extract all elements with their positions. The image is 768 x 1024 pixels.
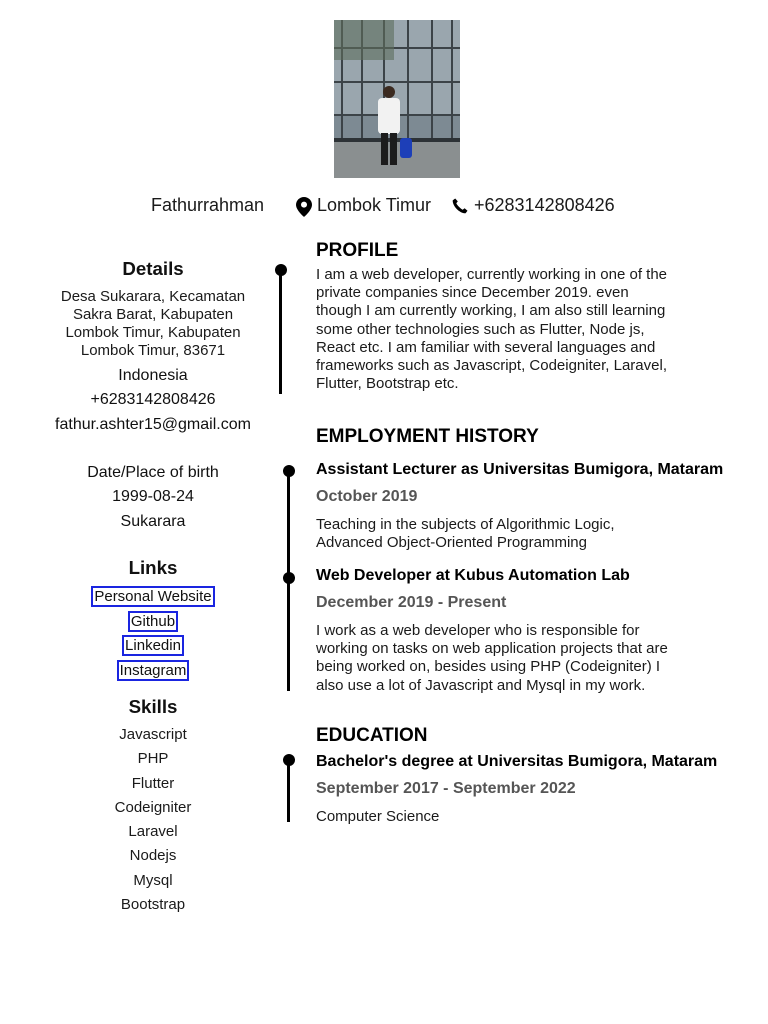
education-date: September 2017 - September 2022 [316, 780, 576, 797]
location-pin-icon [296, 197, 312, 217]
person-name: Fathurrahman [151, 195, 265, 215]
skill-item: Javascript [119, 726, 187, 743]
profile-heading: PROFILE [316, 240, 399, 261]
job-description-line: being worked on, besides using PHP (Codeigniter) I [316, 658, 661, 676]
skill-item: Nodejs [129, 847, 177, 865]
profile-line: React etc. I am familiar with several languages and [316, 338, 656, 356]
degree-title: Bachelor's degree at Universitas Bumigora, Mataram [316, 753, 718, 770]
links-list [38, 586, 268, 684]
job-description-line: Advanced Object-Oriented Programming [316, 534, 587, 552]
job-description [316, 516, 756, 552]
link-github[interactable]: Github [128, 611, 178, 632]
profile-line: private companies since December 2019. even [316, 284, 629, 302]
skill-item: Mysql [133, 871, 173, 889]
place-of-birth: Sukarara [120, 513, 186, 530]
contact-header [0, 195, 768, 219]
skill-item: PHP [137, 750, 169, 768]
job-description [316, 622, 756, 695]
skills-list [38, 726, 268, 920]
education-heading: EDUCATION [316, 725, 428, 746]
address-line: Desa Sukarara, Kecamatan [60, 288, 246, 305]
date-of-birth: 1999-08-24 [112, 488, 194, 505]
address-line: Sakra Barat, Kabupaten [72, 306, 234, 323]
email: fathur.ashter15@gmail.com [55, 416, 251, 433]
profile-line: Flutter, Bootstrap etc. [316, 375, 459, 393]
job-description-line: I work as a web developer who is responsible for [316, 622, 640, 639]
employment-heading: EMPLOYMENT HISTORY [316, 426, 539, 447]
job-title: Web Developer at Kubus Automation Lab [316, 567, 630, 584]
details-heading: Details [122, 258, 184, 279]
profile-text [316, 266, 756, 393]
timeline-bar [287, 576, 290, 691]
phone-icon [452, 198, 468, 214]
timeline-bar [279, 268, 282, 394]
link-instagram[interactable]: Instagram [117, 660, 190, 681]
job-date: December 2019 - Present [316, 594, 507, 611]
skill-item: Codeigniter [114, 798, 192, 816]
skill-item: Laravel [128, 823, 178, 841]
address-line: Lombok Timur, 83671 [80, 342, 226, 359]
address [38, 288, 268, 360]
country: Indonesia [118, 367, 188, 384]
timeline-bar [287, 469, 290, 575]
job-description-line: Teaching in the subjects of Algorithmic Logic, [316, 516, 615, 533]
skill-item: Bootstrap [120, 896, 186, 914]
job-description-line: working on tasks on web application projects that are [316, 640, 668, 658]
address-line: Lombok Timur, Kabupaten [65, 324, 241, 341]
job-title: Assistant Lecturer as Universitas Bumigora, Mataram [316, 461, 724, 478]
field-of-study: Computer Science [316, 808, 440, 825]
profile-line: though I am currently working, I am also still learning [316, 302, 666, 320]
job-date: October 2019 [316, 488, 418, 505]
links-heading: Links [128, 557, 178, 578]
details-phone: +6283142808426 [90, 391, 216, 408]
location-text: Lombok Timur [317, 195, 432, 215]
dob-label: Date/Place of birth [87, 464, 219, 481]
profile-photo [334, 20, 460, 178]
job-description-line: also use a lot of Javascript and Mysql in my work. [316, 676, 646, 694]
skills-heading: Skills [128, 696, 178, 717]
header-phone: +6283142808426 [474, 195, 615, 215]
profile-line: I am a web developer, currently working in one of the [316, 266, 668, 283]
profile-line: frameworks such as Javascript, Codeigniter, Laravel, [316, 357, 667, 375]
link-linkedin[interactable]: Linkedin [122, 635, 184, 656]
link-personal-website[interactable]: Personal Website [91, 586, 214, 607]
profile-line: some other technologies such as Flutter, Node js, [316, 320, 645, 338]
skill-item: Flutter [131, 774, 175, 792]
timeline-bar [287, 758, 290, 822]
